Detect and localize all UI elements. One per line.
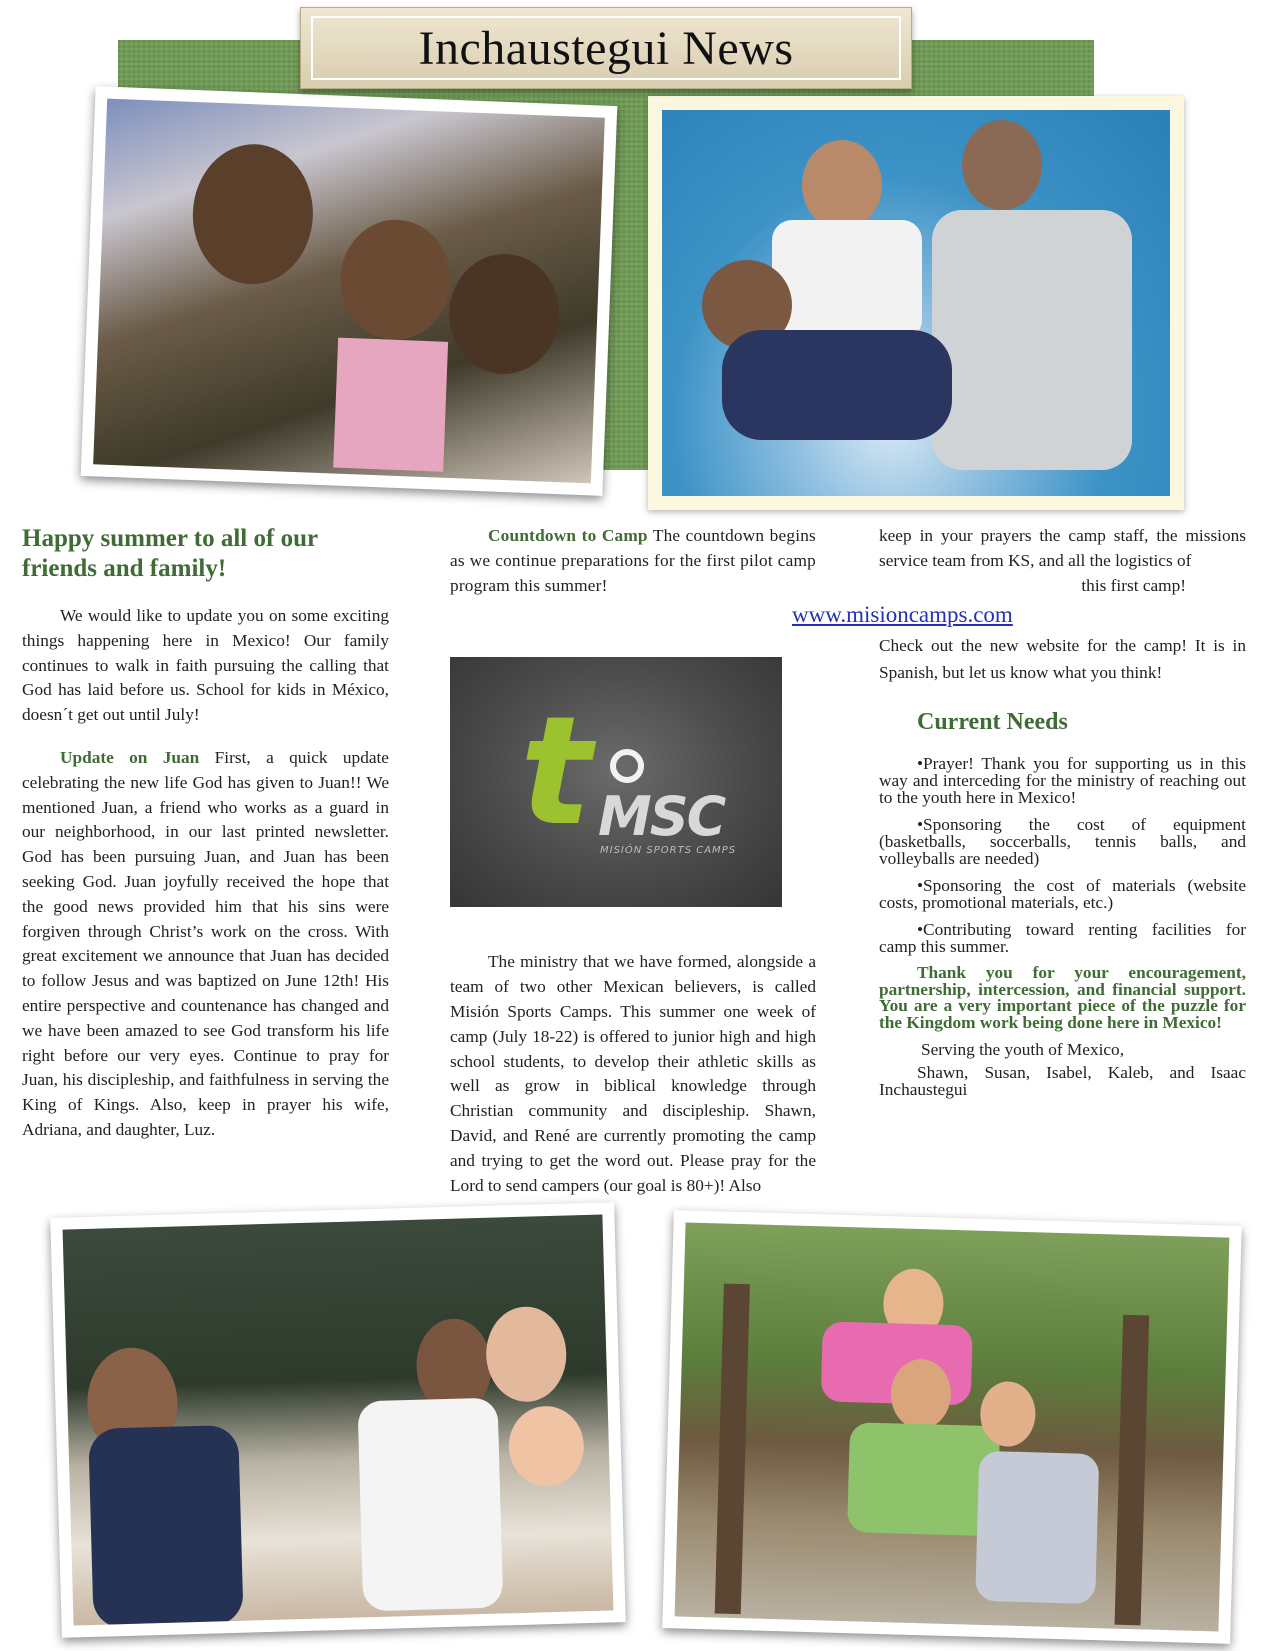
family-photo — [81, 86, 618, 496]
shirt-shape — [932, 210, 1132, 470]
prayer-end: this first camp! — [1081, 575, 1186, 595]
ministry-paragraph: The ministry that we have formed, alongside a team of two other Mexican believers, is called Misión Sports Camps. This summer one week of camp (July 18-22) is offered to junior high and high school students, to develop their athletic skills as well as grow in biblical knowledge through Christian community and discipleship. Shawn, David, and René are currently promoting the camp and trying to get the word out. Please pray for the Lord to send campers (our goal is 80+)! Also — [450, 952, 816, 1195]
clothing-shape — [333, 338, 448, 472]
baptism-photo — [648, 96, 1184, 510]
thanks-paragraph: Thank you for your encouragement, partnership, intercession, and financial support. You are a very important piece of the puzzle for the Kingdom work being done here in Mexico! — [879, 963, 1246, 1032]
needs-list — [879, 755, 1246, 1098]
post-shape — [1115, 1315, 1150, 1626]
juan-text: First, a quick update celebrating the new life God has given to Juan!! We mentioned Juan, a friend who works as a guard in our neighborhood, in our last printed newsletter. God has been pursuing Juan, and Juan has been seeking God. Juan joyfully received the hope that the good news provided him that his sins were forgiven through Christ’s work on the cross. With great excitement we announce that Juan has decided to follow Jesus and was baptized on June 12th! His entire perspective and countenance has changed and we have been amazed to see God transform his life right before our very eyes. Continue to pray for Juan, his discipleship, and faithfulness in serving the King of Kings. Also, keep in prayer his wife, Adriana, and daughter, Luz. — [22, 747, 389, 1139]
website-link[interactable]: www.misioncamps.com — [792, 602, 1013, 627]
post-shape — [715, 1284, 750, 1615]
newsletter-title: Inchaustegui News — [418, 21, 794, 75]
person-shape — [447, 252, 562, 376]
prayer-continued: keep in your prayers the camp staff, the missions service team from KS, and all the logistics of — [879, 526, 1246, 570]
person-shape — [890, 1358, 952, 1430]
logo-subtitle: MISIÓN SPORTS CAMPS — [600, 845, 737, 856]
person-shape — [962, 120, 1042, 210]
need-item: •Prayer! Thank you for supporting us in this way and interceding for the ministry of reaching out to the youth here in Mexico! — [879, 754, 1246, 808]
misc-logo — [450, 657, 782, 907]
juan-paragraph — [22, 746, 389, 1143]
shirt-shape — [772, 220, 922, 340]
need-item: •Contributing toward renting facilities for camp this summer. — [879, 920, 1246, 957]
shirt-shape — [722, 330, 952, 440]
shirt-shape — [88, 1425, 244, 1626]
shirt-shape — [357, 1398, 503, 1612]
intro-paragraph: We would like to update you on some exciting things happening here in Mexico! Our family continues to walk in faith pursuing the calling that God has laid before us. School for kids in México, doesn´t get out until July! — [22, 606, 389, 725]
signature: Shawn, Susan, Isabel, Kaleb, and Isaac Inchaustegui — [879, 1063, 1246, 1100]
runner-icon — [610, 749, 644, 783]
logo-text: MSC — [598, 785, 725, 848]
person-shape — [190, 142, 315, 287]
needs-heading: Current Needs — [917, 709, 1068, 736]
website-paragraph: Check out the new website for the camp! It is in Spanish, but let us know what you think! — [879, 636, 1246, 683]
masthead — [300, 7, 912, 89]
closing-line: Serving the youth of Mexico, — [921, 1040, 1125, 1060]
person-shape — [802, 140, 882, 230]
person-shape — [508, 1405, 585, 1487]
friends-photo — [50, 1202, 626, 1638]
greeting-heading: Happy summer to all of our friends and family! — [22, 525, 318, 582]
need-item: •Sponsoring the cost of materials (website costs, promotional materials, etc.) — [879, 876, 1246, 913]
park-photo — [662, 1210, 1241, 1644]
person-shape — [485, 1306, 568, 1403]
person-shape — [979, 1381, 1036, 1448]
juan-heading: Update on Juan — [60, 747, 200, 767]
countdown-text: The countdown begins as we continue preparations for the first pilot camp program this summer! — [450, 526, 816, 595]
need-item: •Sponsoring the cost of equipment (basketballs, soccerballs, tennis balls, and volleyballs are needed) — [879, 815, 1246, 869]
countdown-paragraph — [450, 524, 816, 598]
column-left — [22, 524, 389, 1161]
countdown-heading: Countdown to Camp — [488, 526, 648, 545]
logo-t-mark: t — [520, 685, 592, 859]
person-shape — [338, 218, 453, 342]
shirt-shape — [975, 1451, 1099, 1604]
